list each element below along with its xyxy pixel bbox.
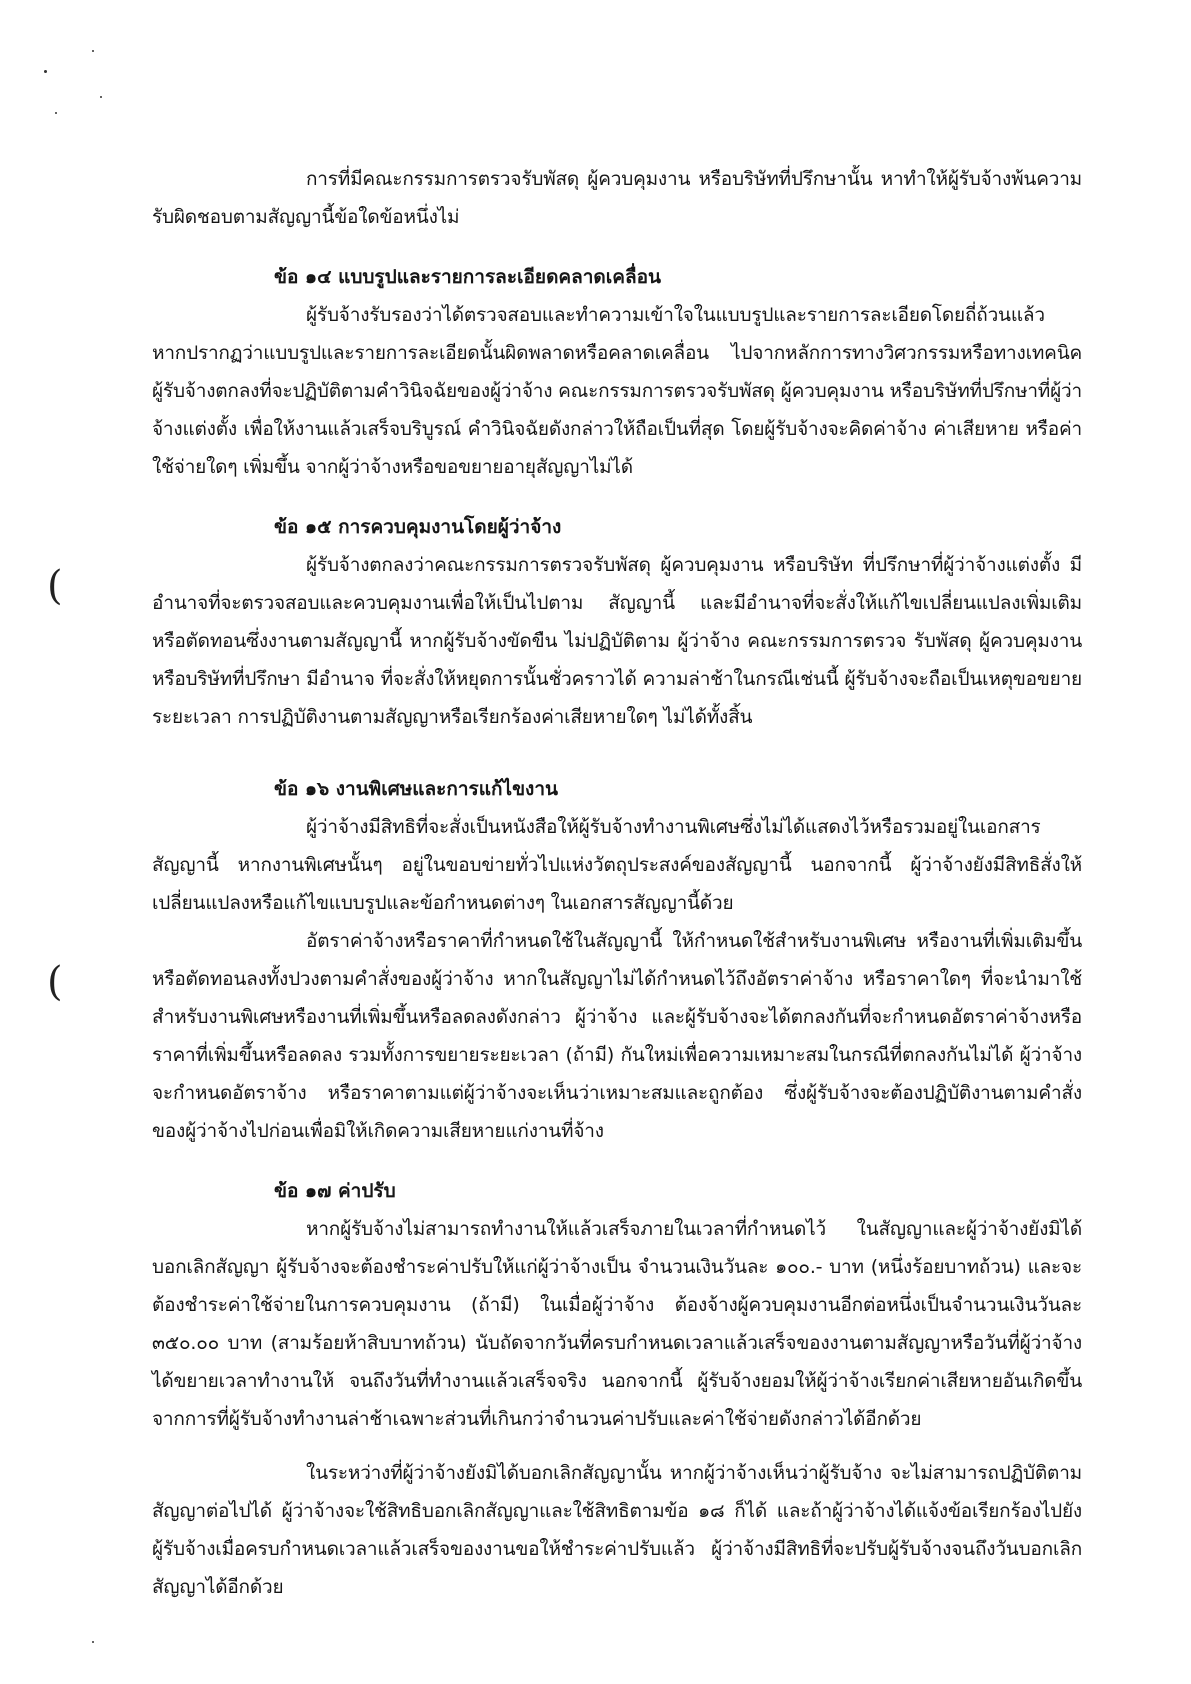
clause-14 (152, 258, 1082, 486)
intro-paragraph: การที่มีคณะกรรมการตรวจรับพัสดุ ผู้ควบคุมงาน หรือบริษัทที่ปรึกษานั้น หาทำให้ผู้รับจ้างพ้นความรับผิดชอบตามสัญญานี้ข้อใดข้อหนึ่งไม่ (152, 168, 1082, 228)
scan-speck (100, 96, 102, 98)
margin-bracket-mark: ( (47, 563, 63, 609)
clause-16-paragraph-1: ผู้ว่าจ้างมีสิทธิที่จะสั่งเป็นหนังสือให้ผู้รับจ้างทำงานพิเศษซึ่งไม่ได้แสดงไว้หรือรวมอยู่ในเอกสารสัญญานี้ หากงานพิเศษนั้นๆ อยู่ในขอบข่ายทั่วไปแห่งวัตถุประสงค์ของสัญญานี้ นอกจากนี้ ผู้ว่าจ้างยังมีสิทธิสั่งให้เปลี่ยนแปลงหรือแก้ไขแบบรูปและข้อกำหนดต่างๆ ในเอกสารสัญญานี้ด้วย (152, 816, 1082, 914)
clause-17-paragraph-2: ในระหว่างที่ผู้ว่าจ้างยังมิได้บอกเลิกสัญญานั้น หากผู้ว่าจ้างเห็นว่าผู้รับจ้าง จะไม่สามารถปฏิบัติตามสัญญาต่อไปได้ ผู้ว่าจ้างจะใช้สิทธิบอกเลิกสัญญาและใช้สิทธิตามข้อ ๑๘ ก็ได้ และถ้าผู้ว่าจ้างได้แจ้งข้อเรียกร้องไปยังผู้รับจ้างเมื่อครบกำหนดเวลาแล้วเสร็จของงานขอให้ชำระค่าปรับแล้ว ผู้ว่าจ้างมีสิทธิที่จะปรับผู้รับจ้างจนถึงวันบอกเลิกสัญญาได้อีกด้วย (152, 1462, 1082, 1598)
clause-15 (152, 508, 1082, 736)
clause-16-paragraph-2: อัตราค่าจ้างหรือราคาที่กำหนดใช้ในสัญญานี้ ให้กำหนดใช้สำหรับงานพิเศษ หรืองานที่เพิ่มเติมขึ้น หรือตัดทอนลงทั้งปวงตามคำสั่งของผู้ว่าจ้าง หากในสัญญาไม่ได้กำหนดไว้ถึงอัตราค่าจ้าง หรือราคาใดๆ ที่จะนำมาใช้สำหรับงานพิเศษหรืองานที่เพิ่มขึ้นหรือลดลงดังกล่าว ผู้ว่าจ้าง และผู้รับจ้างจะได้ตกลงกันที่จะกำหนดอัตราค่าจ้างหรือราคาที่เพิ่มขึ้นหรือลดลง รวมทั้งการขยายระยะเวลา (ถ้ามี) กันใหม่เพื่อความเหมาะสมในกรณีที่ตกลงกันไม่ได้ ผู้ว่าจ้างจะกำหนดอัตราจ้าง หรือราคาตามแต่ผู้ว่าจ้างจะเห็นว่าเหมาะสมและถูกต้อง ซึ่งผู้รับจ้างจะต้องปฏิบัติงานตามคำสั่งของผู้ว่าจ้างไปก่อนเพื่อมิให้เกิดความเสียหายแก่งานที่จ้าง (152, 930, 1082, 1142)
clause-17 (152, 1172, 1082, 1606)
margin-bracket-mark: ( (47, 959, 63, 1005)
clause-16-heading: ข้อ ๑๖ งานพิเศษและการแก้ไขงาน (274, 778, 558, 800)
scan-speck (44, 70, 47, 73)
clause-14-heading: ข้อ ๑๔ แบบรูปและรายการละเอียดคลาดเคลื่อน (274, 266, 662, 288)
clause-15-paragraph: ผู้รับจ้างตกลงว่าคณะกรรมการตรวจรับพัสดุ ผู้ควบคุมงาน หรือบริษัท ที่ปรึกษาที่ผู้ว่าจ้างแต่งตั้ง มีอำนาจที่จะตรวจสอบและควบคุมงานเพื่อให้เป็นไปตาม สัญญานี้ และมีอำนาจที่จะสั่งให้แก้ไขเปลี่ยนแปลงเพิ่มเติม หรือตัดทอนซึ่งงานตามสัญญานี้ หากผู้รับจ้างขัดขืน ไม่ปฏิบัติตาม ผู้ว่าจ้าง คณะกรรมการตรวจ รับพัสดุ ผู้ควบคุมงาน หรือบริษัทที่ปรึกษา มีอำนาจ ที่จะสั่งให้หยุดการนั้นชั่วคราวได้ ความล่าช้าในกรณีเช่นนี้ ผู้รับจ้างจะถือเป็นเหตุขอขยายระยะเวลา การปฏิบัติงานตามสัญญาหรือเรียกร้องค่าเสียหายใดๆ ไม่ได้ทั้งสิ้น (152, 554, 1082, 728)
clause-15-heading: ข้อ ๑๕ การควบคุมงานโดยผู้ว่าจ้าง (274, 516, 562, 538)
document-body (152, 160, 1082, 1606)
scan-speck (92, 50, 94, 52)
clause-17-heading: ข้อ ๑๗ ค่าปรับ (274, 1180, 396, 1202)
scan-speck (92, 1641, 94, 1643)
clause-14-paragraph: ผู้รับจ้างรับรองว่าได้ตรวจสอบและทำความเข้าใจในแบบรูปและรายการละเอียดโดยถี่ถ้วนแล้ว หากปรากฏว่าแบบรูปและรายการละเอียดนั้นผิดพลาดหรือคลาดเคลื่อน ไปจากหลักการทางวิศวกรรมหรือทางเทคนิค ผู้รับจ้างตกลงที่จะปฏิบัติตามคำวินิจฉัยของผู้ว่าจ้าง คณะกรรมการตรวจรับพัสดุ ผู้ควบคุมงาน หรือบริษัทที่ปรึกษาที่ผู้ว่าจ้างแต่งตั้ง เพื่อให้งานแล้วเสร็จบริบูรณ์ คำวินิจฉัยดังกล่าวให้ถือเป็นที่สุด โดยผู้รับจ้างจะคิดค่าจ้าง ค่าเสียหาย หรือค่าใช้จ่ายใดๆ เพิ่มขึ้น จากผู้ว่าจ้างหรือขอขยายอายุสัญญาไม่ได้ (152, 304, 1082, 478)
clause-17-paragraph-1: หากผู้รับจ้างไม่สามารถทำงานให้แล้วเสร็จภายในเวลาที่กำหนดไว้ ในสัญญาและผู้ว่าจ้างยังมิได้บอกเลิกสัญญา ผู้รับจ้างจะต้องชำระค่าปรับให้แก่ผู้ว่าจ้างเป็น จำนวนเงินวันละ ๑๐๐.- บาท (หนึ่งร้อยบาทถ้วน) และจะต้องชำระค่าใช้จ่ายในการควบคุมงาน (ถ้ามี) ในเมื่อผู้ว่าจ้าง ต้องจ้างผู้ควบคุมงานอีกต่อหนึ่งเป็นจำนวนเงินวันละ ๓๕๐.๐๐ บาท (สามร้อยห้าสิบบาทถ้วน) นับถัดจากวันที่ครบกำหนดเวลาแล้วเสร็จของงานตามสัญญาหรือวันที่ผู้ว่าจ้างได้ขยายเวลาทำงานให้ จนถึงวันที่ทำงานแล้วเสร็จจริง นอกจากนี้ ผู้รับจ้างยอมให้ผู้ว่าจ้างเรียกค่าเสียหายอันเกิดขึ้นจากการที่ผู้รับจ้างทำงานล่าช้าเฉพาะส่วนที่เกินกว่าจำนวนค่าปรับและค่าใช้จ่ายดังกล่าวได้อีกด้วย (152, 1218, 1082, 1430)
scan-speck (55, 112, 57, 114)
clause-16 (152, 770, 1082, 1150)
